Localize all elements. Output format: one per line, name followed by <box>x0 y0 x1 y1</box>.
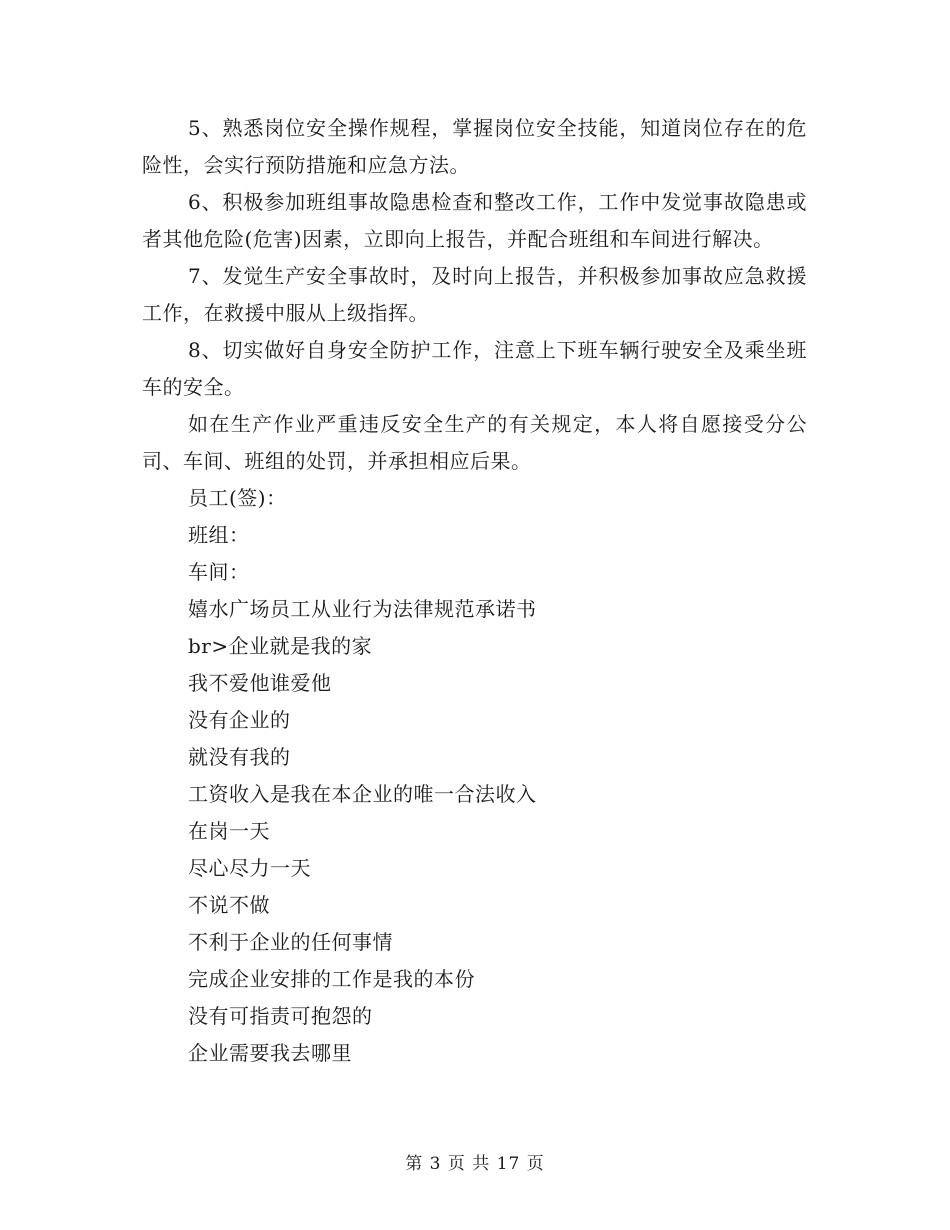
clause-6: 6、积极参加班组事故隐患检查和整改工作，工作中发觉事故隐患或者其他危险(危害)因素，立即向上报告，并配合班组和车间进行解决。 <box>142 190 807 251</box>
page-number: 第 3 页 共 17 页 <box>405 1154 545 1174</box>
document-body <box>142 110 807 1072</box>
clause-5: 5、熟悉岗位安全操作规程，掌握岗位安全技能，知道岗位存在的危险性，会实行预防措施和应急方法。 <box>142 116 807 177</box>
text-line: 不利于企业的任何事情 <box>188 930 393 954</box>
text-line: 没有可指责可抱怨的 <box>188 1004 373 1028</box>
text-line: 工资收入是我在本企业的唯一合法收入 <box>188 782 537 806</box>
clause-7: 7、发觉生产安全事故时，及时向上报告，并积极参加事故应急救援工作，在救援中服从上级指挥。 <box>142 264 807 325</box>
pledge-title: 嬉水广场员工从业行为法律规范承诺书 <box>188 597 537 621</box>
text-line: 我不爱他谁爱他 <box>188 671 332 695</box>
team-label: 班组： <box>188 523 250 547</box>
clause-8: 8、切实做好自身安全防护工作，注意上下班车辆行驶安全及乘坐班车的安全。 <box>142 338 807 399</box>
text-line: br>企业就是我的家 <box>188 634 373 658</box>
text-line: 没有企业的 <box>188 708 291 732</box>
text-line: 企业需要我去哪里 <box>188 1041 352 1065</box>
employee-signature-label: 员工(签)： <box>188 486 287 510</box>
penalty-statement: 如在生产作业严重违反安全生产的有关规定，本人将自愿接受分公司、车间、班组的处罚，并承担相应后果。 <box>142 412 807 473</box>
workshop-label: 车间： <box>188 560 250 584</box>
text-line: 尽心尽力一天 <box>188 856 311 880</box>
text-line: 就没有我的 <box>188 745 291 769</box>
text-line: 在岗一天 <box>188 819 270 843</box>
text-line: 完成企业安排的工作是我的本份 <box>188 967 475 991</box>
text-line: 不说不做 <box>188 893 270 917</box>
